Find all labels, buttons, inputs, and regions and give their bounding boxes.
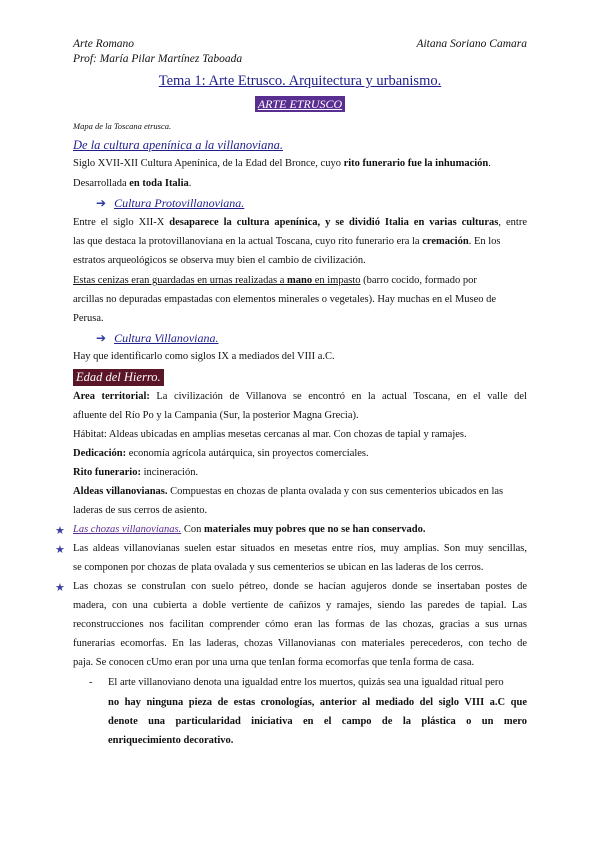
subtitle: ARTE ETRUSCO (255, 96, 345, 112)
star-bullet-icon: ★ (55, 544, 65, 556)
header-course: Arte Romano (73, 38, 135, 50)
paragraph-line: Área territorial: La civilización de Villanova se encontró en la actual Toscana, en el valle del (73, 391, 527, 402)
dash-item-line: enriquecimiento decorativo. (108, 735, 234, 746)
subtitle-wrap (0, 95, 600, 113)
paragraph-line: laderas de sus cerros de asiento. (73, 505, 208, 516)
bullet-line: reconstrucciones nos facilitan comprender cómo eran las formas de las chozas, gracias a sus urnas (73, 619, 527, 630)
paragraph-line: Entre el siglo XII-X desaparece la cultura apenínica, y se dividió Italia en varias culturas, entre (73, 217, 527, 228)
page-title: Tema 1: Arte Etrusco. Arquitectura y urbanismo. (158, 73, 442, 89)
paragraph-line: las que destaca la protovillanoviana en la actual Toscana, cuyo rito funerario era la cremación. En los (73, 236, 501, 247)
star-bullet-icon: ★ (55, 582, 65, 594)
paragraph-line: Estas cenizas eran guardadas en urnas realizadas a mano en impasto (barro cocido, formado por (73, 275, 477, 286)
paragraph-line: Hábitat: Aldeas ubicadas en amplias mesetas cercanas al mar. Con chozas de tapial y ramajes. (73, 429, 467, 440)
paragraph-line: Perusa. (73, 313, 104, 324)
star-bullet-icon: ★ (55, 525, 65, 537)
dash-item-line: El arte villanoviano denota una igualdad entre los muertos, quizás sea una igualdad ritual pero (108, 677, 504, 688)
bullet-line: madera, con una cubierta a doble vertiente de cañizos y ramajes, siendo las paredes de tapial. Las (73, 600, 527, 611)
bullet-line: Las chozas villanovianas. Con materiales muy pobres que no se han conservado. (73, 524, 426, 535)
subsection-protovillanoviana: ➔ Cultura Protovillanoviana. (96, 196, 245, 210)
dash-item-line: denote una particularidad iniciativa en el campo de la plástica o un mero (108, 716, 527, 727)
section-heading-apeninica: De la cultura apenínica a la villanoviana. (73, 138, 284, 152)
bullet-line: paja. Se conocen cÚmo eran por una urna que tenÌan forma ecomorfas que tenÌa forma de casa. (73, 657, 475, 668)
paragraph-line: Dedicación: economía agrícola autárquica, sin proyectos comerciales. (73, 448, 369, 459)
header-author: Aitana Soriano Camara (416, 38, 527, 50)
bullet-line: Las aldeas villanovianas suelen estar situados en mesetas entre ríos, muy amplias. Son muy sencillas, (73, 543, 527, 554)
paragraph-line: Desarrollada en toda Italia. (73, 178, 192, 189)
paragraph-line: arcillas no depuradas empastadas con elementos minerales o vegetales). Hay muchas en el Museo de (73, 294, 497, 305)
bullet-line: funerarias ecomorfas. En las laderas, chozas Villanovianas con materiales perecederos, con techo de (73, 638, 527, 649)
subsection-villanoviana: ➔ Cultura Villanoviana. (96, 331, 219, 345)
dash-item-line: no hay ninguna pieza de estas cronologías, anterior al mediado del siglo VIII a.C que (108, 697, 527, 708)
header-professor: Prof: María Pilar Martínez Taboada (73, 53, 243, 65)
paragraph-line: Siglo XVII-XII Cultura Apenínica, de la Edad del Bronce, cuyo rito funerario fue la inhumación. (73, 158, 491, 169)
paragraph-line: Rito funerario: incineración. (73, 467, 199, 478)
arrow-right-icon: ➔ (96, 196, 107, 210)
map-caption: Mapa de la Toscana etrusca. (73, 121, 172, 131)
section-heading-hierro: Edad del Hierro. (73, 369, 164, 386)
paragraph-line: Aldeas villanovianas. Compuestas en chozas de planta ovalada y con sus cementerios ubicados en las (73, 486, 504, 497)
bullet-line: se componen por chozas de plata ovalada y sus cementerios se ubican en las laderas de los cerros. (73, 562, 484, 573)
arrow-right-icon: ➔ (96, 331, 107, 345)
paragraph-line: afluente del Río Po y la Campania (Sur, la posterior Magna Grecia). (73, 410, 359, 421)
paragraph-line: estratos arqueológicos se observa muy bien el cambio de civilización. (73, 255, 366, 266)
paragraph-line: Hay que identificarlo como siglos IX a mediados del VIII a.C. (73, 351, 335, 362)
dash-bullet: - (89, 677, 93, 688)
bullet-line: Las chozas se construÌan con suelo pétreo, donde se hacían agujeros donde se insertaban postes de (73, 581, 527, 592)
